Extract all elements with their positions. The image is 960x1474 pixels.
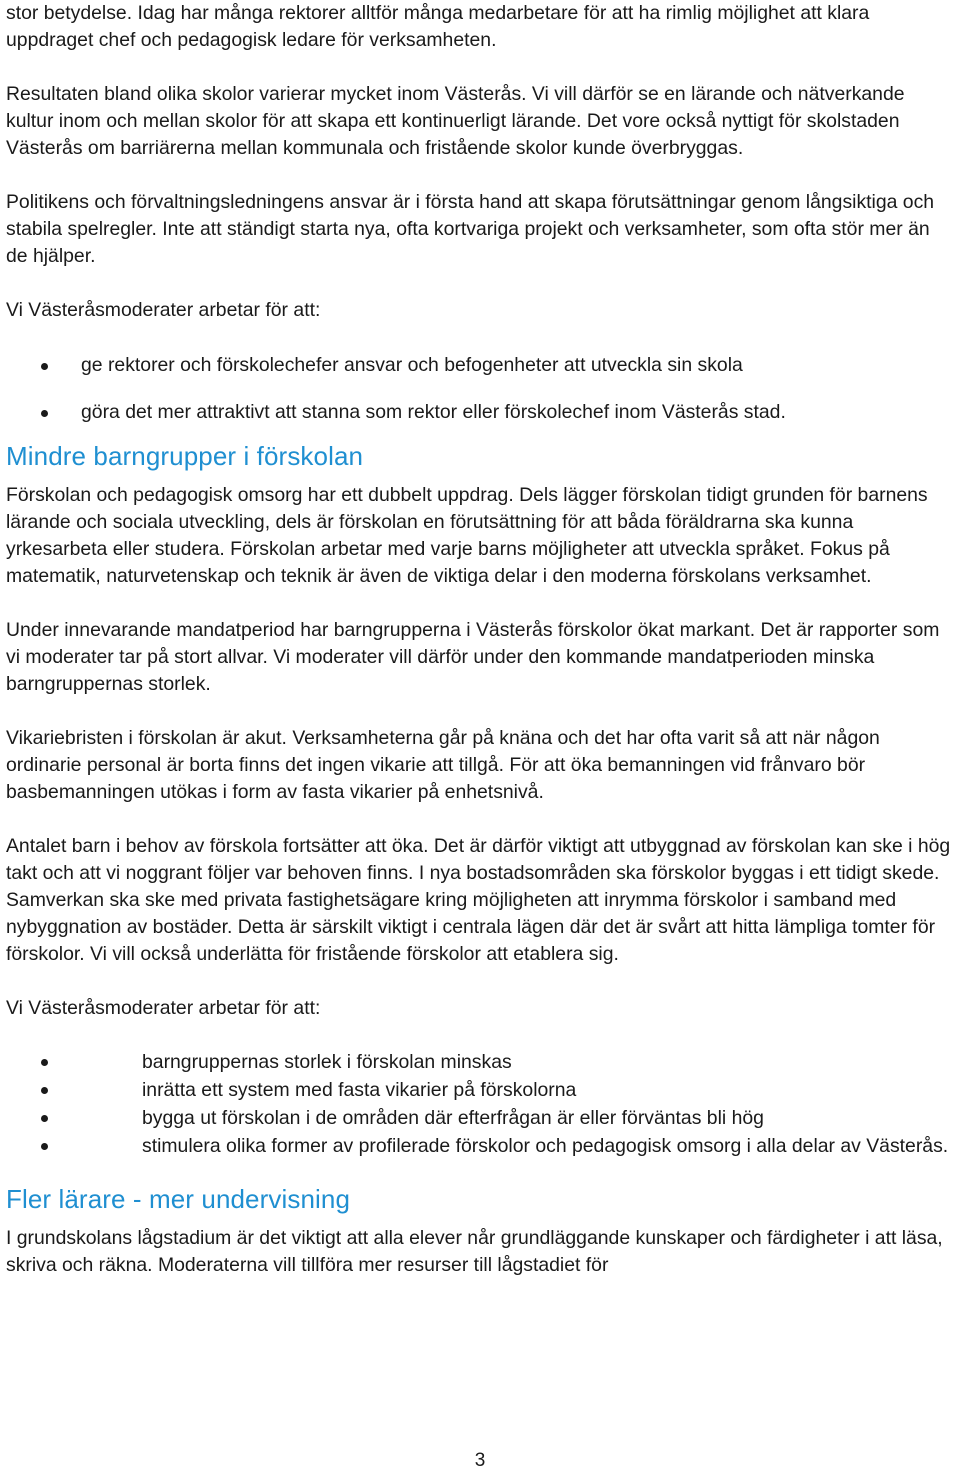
intro-paragraph-2: Resultaten bland olika skolor varierar mycket inom Västerås. Vi vill därför se en lärande och nätverkande kultur inom och mellan skolor för att skapa ett kontinuerligt lärande. Det vore också nyttigt för skolstaden Västerås om barriärerna mellan kommunala och fristående skolor kunde överbryggas. xyxy=(6,83,905,159)
forskola-paragraph-2: Under innevarande mandatperiod har barngrupperna i Västerås förskolor ökat markant. Det är rapporter som vi moderater tar på stort allvar. Vi moderater vill därför under den kommande mandatperioden minska barngruppernas storlek. xyxy=(6,619,940,695)
section-heading-larare: Fler lärare - mer undervisning xyxy=(6,1184,351,1214)
intro-paragraph-3: Politikens och förvaltningsledningens ansvar är i första hand att skapa förutsättningar genom långsiktiga och stabila spelregler. Inte att ständigt starta nya, ofta kortvariga projekt och verksamheter, som ofta stör mer än de hjälper. xyxy=(6,191,935,267)
forskola-paragraph-4: Antalet barn i behov av förskola fortsätter att öka. Det är därför viktigt att utbyggnad av förskolan kan ske i hög takt och att vi noggrant följer var behoven finns. I nya bostadsområden ska förskolor byggas i ett tidigt skede. Samverkan ska ske med privata fastighetsägare kring möjligheten att inrymma förskolor i samband med nybyggnation av bostäder. Detta är särskilt viktigt i centrala lägen där det är svårt att hitta lämpliga tomter för förskolor. Vi vill också underlätta för fristående förskolor att etablera sig. xyxy=(6,835,951,965)
bullet-icon xyxy=(41,1087,48,1094)
list-item-text: göra det mer attraktivt att stanna som rektor eller förskolechef inom Västerås stad. xyxy=(81,401,786,423)
intro-bullet-list xyxy=(6,352,956,426)
intro-paragraph-1: stor betydelse. Idag har många rektorer alltför många medarbetare för att ha rimlig möjlighet att klara uppdraget chef och pedagogisk ledare för verksamheten. xyxy=(6,2,870,51)
document-page xyxy=(6,0,956,1279)
bullet-icon xyxy=(41,410,48,417)
forskola-paragraph-3: Vikariebristen i förskolan är akut. Verksamheterna går på knäna och det har ofta varit så att när någon ordinarie personal är borta finns det ingen vikarie att tillgå. För att öka bemanningen vid frånvaro bör basbemanningen utökas i form av fasta vikarier på enhetsnivå. xyxy=(6,727,880,803)
page-number: 3 xyxy=(474,1450,486,1471)
forskola-subheading: Vi Västeråsmoderater arbetar för att: xyxy=(6,997,321,1019)
list-item-text: stimulera olika former av profilerade förskolor och pedagogisk omsorg i alla delar av Västerås. xyxy=(142,1135,949,1157)
section-heading-forskola: Mindre barngrupper i förskolan xyxy=(6,441,364,471)
list-item xyxy=(6,399,956,426)
bullet-icon xyxy=(41,1143,48,1150)
list-item xyxy=(6,1104,956,1132)
list-item xyxy=(6,1048,956,1076)
list-item-text: ge rektorer och förskolechefer ansvar och befogenheter att utveckla sin skola xyxy=(81,354,743,376)
list-item-text: barngruppernas storlek i förskolan minskas xyxy=(142,1051,512,1073)
forskola-bullet-list xyxy=(6,1048,956,1160)
bullet-icon xyxy=(41,1115,48,1122)
list-item xyxy=(6,1132,956,1160)
bullet-icon xyxy=(41,363,48,370)
list-item xyxy=(6,1076,956,1104)
bullet-icon xyxy=(41,1059,48,1066)
intro-subheading: Vi Västeråsmoderater arbetar för att: xyxy=(6,299,321,321)
list-item-text: bygga ut förskolan i de områden där efterfrågan är eller förväntas bli hög xyxy=(142,1107,764,1129)
list-item-text: inrätta ett system med fasta vikarier på förskolorna xyxy=(142,1079,577,1101)
forskola-paragraph-1: Förskolan och pedagogisk omsorg har ett dubbelt uppdrag. Dels lägger förskolan tidigt grunden för barnens lärande och sociala utveckling, dels är förskolan en förutsättning för att båda föräldrarna ska kunna yrkesarbeta eller studera. Förskolan arbetar med varje barns möjligheter att utveckla språket. Fokus på matematik, naturvetenskap och teknik är även de viktiga delar i den moderna förskolans verksamhet. xyxy=(6,484,928,587)
larare-paragraph-1: I grundskolans lågstadium är det viktigt att alla elever når grundläggande kunskaper och färdigheter i att läsa, skriva och räkna. Moderaterna vill tillföra mer resurser till lågstadiet för xyxy=(6,1227,943,1276)
list-item xyxy=(6,352,956,379)
